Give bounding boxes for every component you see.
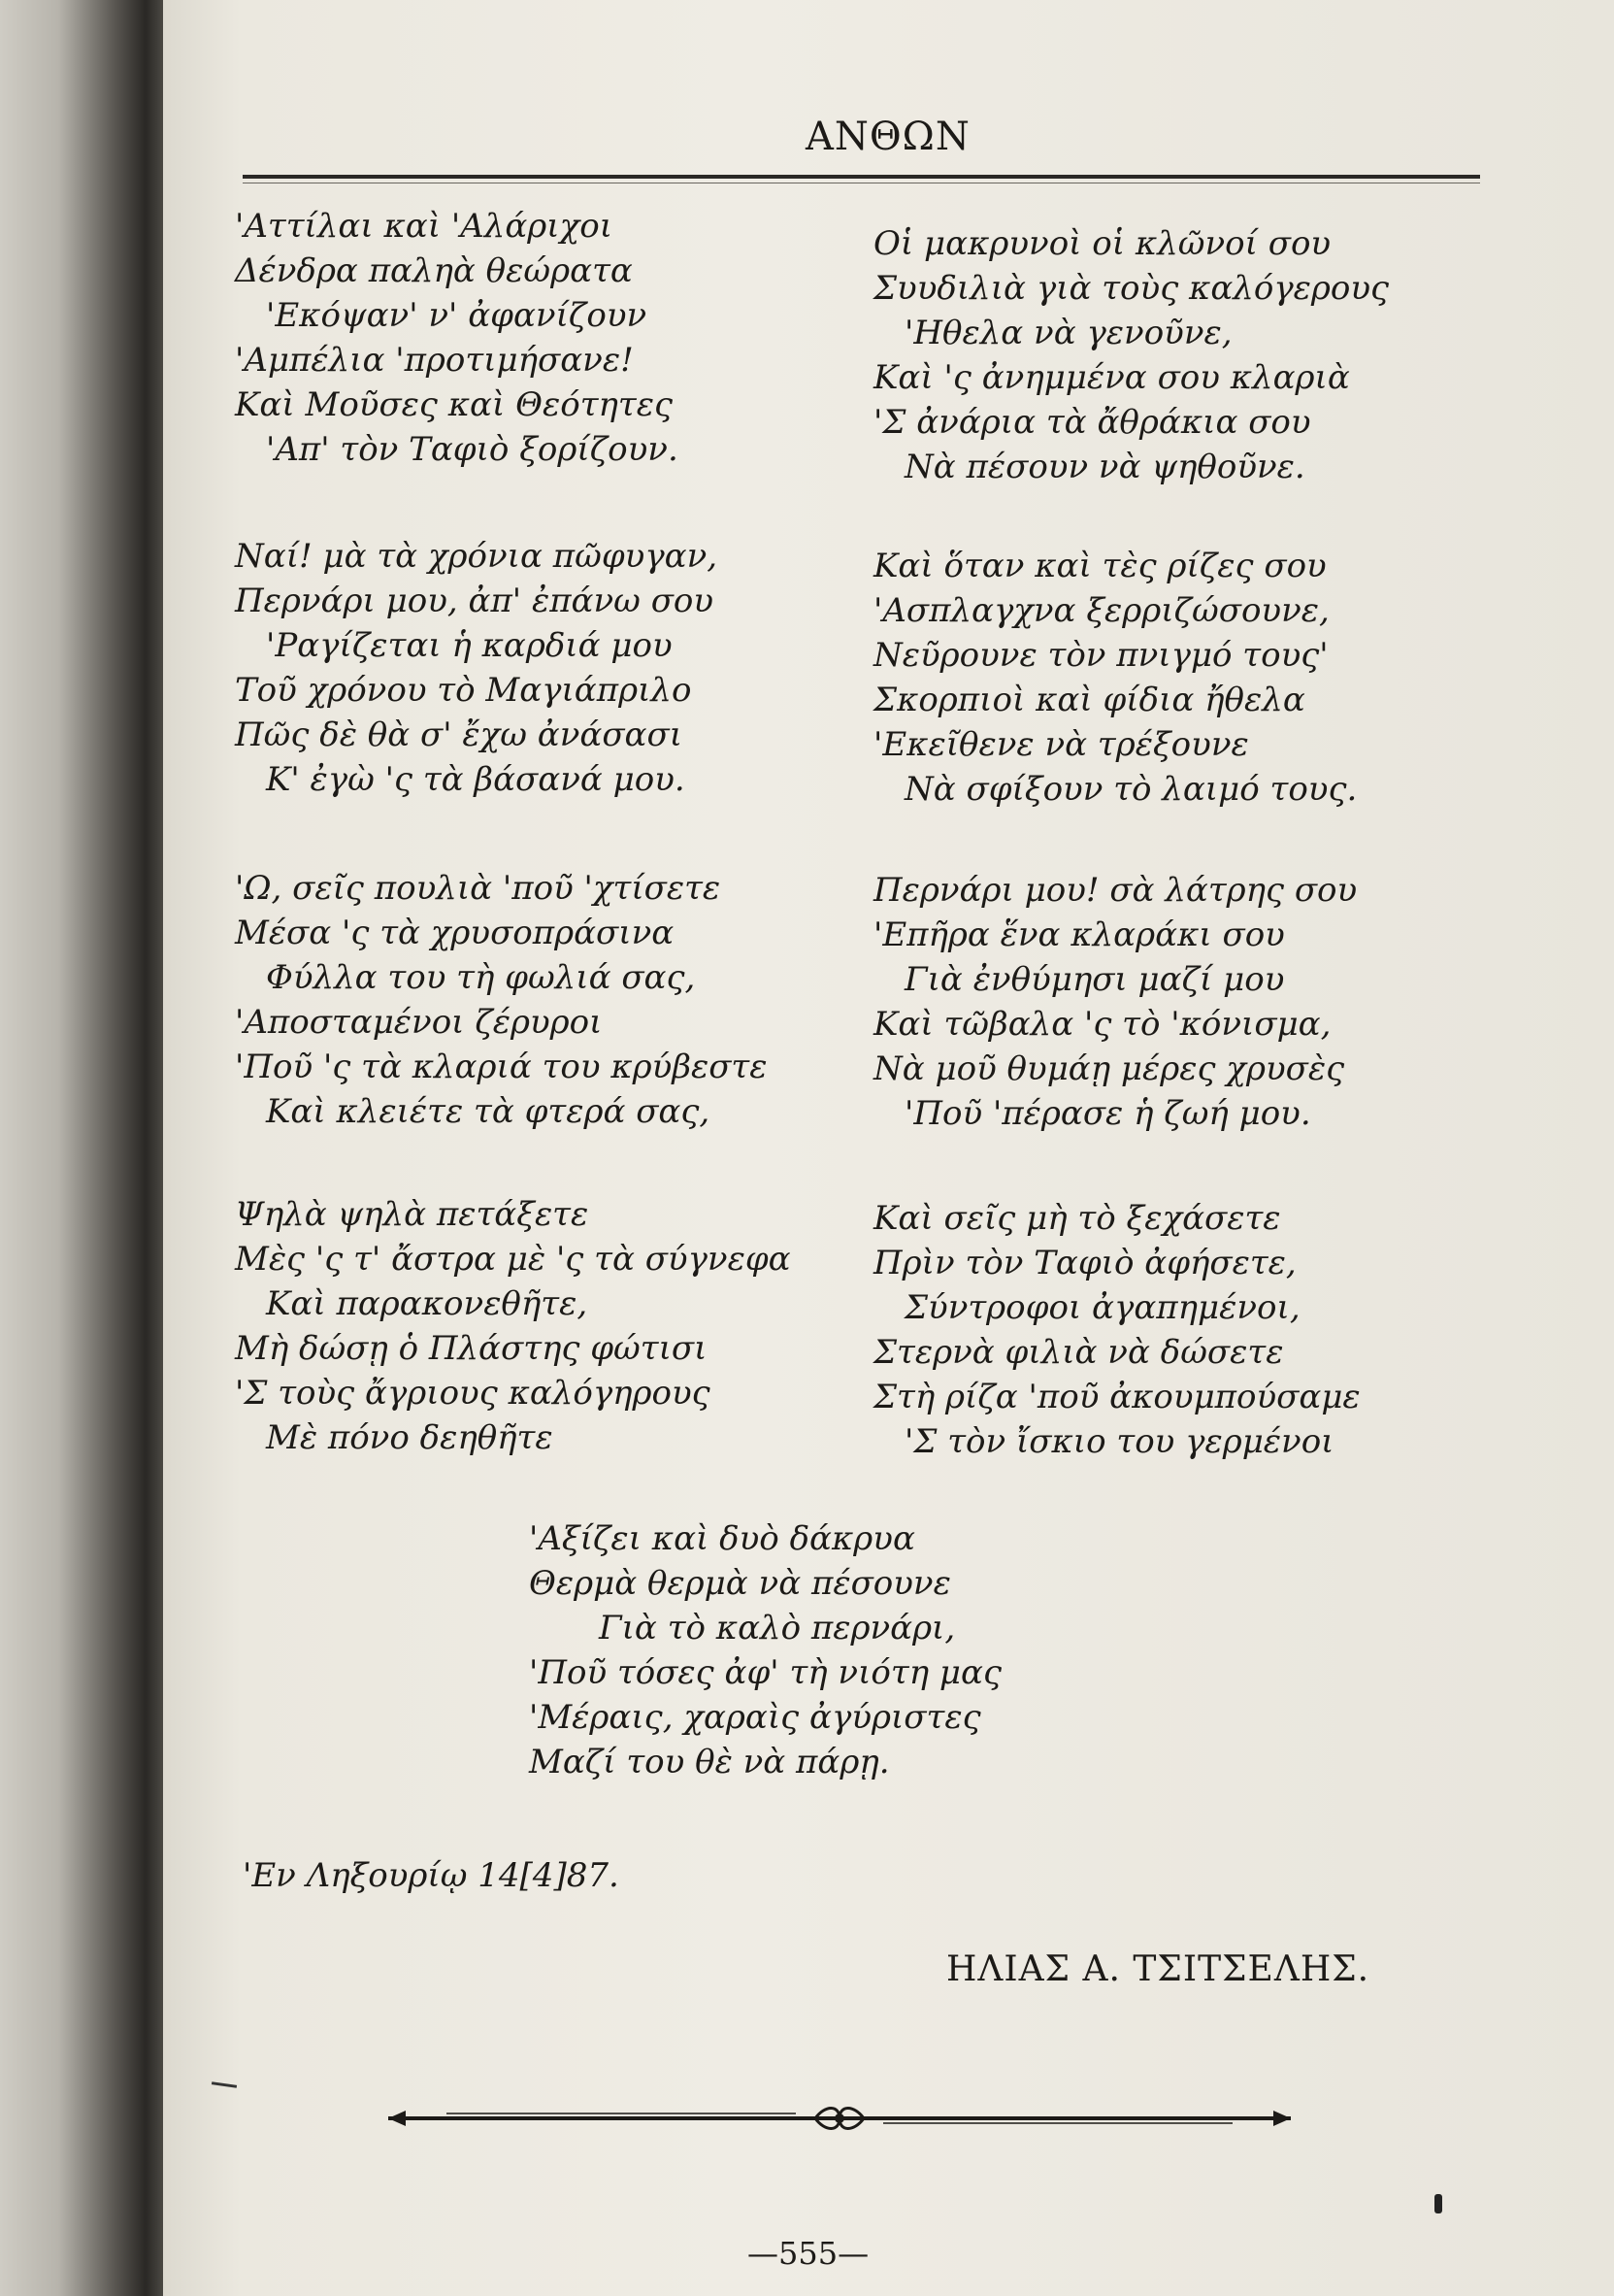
verse-line: Νὰ σφίξουν τὸ λαιμό τους. <box>905 770 1358 809</box>
verse-line: Γιὰ τὸ καλὸ περνάρι, <box>599 1609 956 1647</box>
verse-line: Καὶ 'ς ἀνημμένα σου κλαριὰ <box>873 358 1350 397</box>
verse-line: 'Ασπλαγχνα ξερριζώσουνε, <box>873 591 1330 630</box>
verse-line: Μέσα 'ς τὰ χρυσοπράσινα <box>235 914 675 952</box>
verse-line: Νὰ μοῦ θυμάῃ μέρες χρυσὲς <box>873 1049 1345 1088</box>
verse-line: Καὶ σεῖς μὴ τὸ ξεχάσετε <box>873 1199 1281 1238</box>
verse-line: Στερνὰ φιλιὰ νὰ δώσετε <box>873 1333 1284 1372</box>
verse-line: 'Αποσταμένοι ζέρυροι <box>235 1003 603 1042</box>
verse-line: Καὶ κλειέτε τὰ φτερά σας, <box>266 1092 710 1131</box>
right-stanza-1 <box>873 221 1417 489</box>
verse-line: 'Αξίζει καὶ δυὸ δάκρυα <box>529 1519 915 1558</box>
verse-line: Κ' ἐγὼ 'ς τὰ βάσανά μου. <box>266 760 685 799</box>
verse-line: Οἱ μακρυνοὶ οἱ κλῶνοί σου <box>873 224 1332 263</box>
verse-line: Ψηλὰ ψηλὰ πετάξετε <box>235 1195 589 1234</box>
verse-line: Μὲ πόνο δεηθῆτε <box>266 1418 553 1457</box>
left-stanza-2 <box>235 534 778 802</box>
verse-line: Μὲς 'ς τ' ἄστρα μὲ 'ς τὰ σύγνεφα <box>235 1240 791 1279</box>
ink-mark <box>1434 2194 1442 2213</box>
verse-line: 'Ποῦ 'πέρασε ἡ ζωή μου. <box>905 1094 1311 1133</box>
verse-line: 'Σ ἀνάρια τὰ ἄθράκια σου <box>873 403 1311 442</box>
verse-line: 'Επῆρα ἕνα κλαράκι σου <box>873 915 1285 954</box>
verse-line: 'Απ' τὸν Ταφιὸ ξορίζουν. <box>266 430 678 469</box>
author-signature: ΗΛΙΑΣ Α. ΤΣΙΤΣΕΛΗΣ. <box>946 1949 1370 1989</box>
page-number: —555— <box>747 2235 870 2272</box>
verse-line: 'Εκεῖθενε νὰ τρέξουνε <box>873 725 1249 764</box>
right-stanza-2 <box>873 544 1417 812</box>
place-date-line: 'Εν Ληξουρίῳ 14[4]87. <box>243 1856 619 1895</box>
verse-line: 'Ραγίζεται ἡ καρδιά μου <box>266 626 673 665</box>
verse-line: 'Ποῦ τόσες ἀφ' τὴ νιότη μας <box>529 1653 1002 1692</box>
verse-line: 'Σ τοὺς ἄγριους καλόγηρους <box>235 1374 710 1413</box>
verse-line: Πρὶν τὸν Ταφιὸ ἀφήσετε, <box>873 1244 1297 1282</box>
verse-line: 'Μέραις, χαραὶς ἀγύριστες <box>529 1698 981 1737</box>
ornamental-divider <box>388 2097 1291 2140</box>
verse-line: Στὴ ρίζα 'ποῦ ἀκουμπούσαμε <box>873 1378 1361 1416</box>
verse-line: Νεῦρουνε τὸν πνιγμό τους' <box>873 636 1329 675</box>
right-stanza-4 <box>873 1196 1417 1464</box>
verse-line: 'Ω, σεῖς πουλιὰ 'ποῦ 'χτίσετε <box>235 869 721 908</box>
verse-line: 'Σ τὸν ἴσκιο του γερμένοι <box>905 1422 1334 1461</box>
verse-line: Καὶ ὅταν καὶ τὲς ρίζες σου <box>873 547 1327 585</box>
book-spine-shadow <box>0 0 163 2296</box>
left-stanza-4 <box>235 1192 791 1460</box>
verse-line: 'Ποῦ 'ς τὰ κλαριά του κρύβεστε <box>235 1048 768 1086</box>
verse-line: Ναί! μὰ τὰ χρόνια πῶφυγαν, <box>235 537 718 576</box>
left-stanza-3 <box>235 866 778 1134</box>
verse-line: Σύντροφοι ἀγαπημένοι, <box>905 1288 1301 1327</box>
right-stanza-3 <box>873 868 1417 1136</box>
closing-stanza <box>529 1516 1111 1784</box>
verse-line: Φύλλα του τὴ φωλιά σας, <box>266 958 696 997</box>
verse-line: Περνάρι μου! σὰ λάτρης σου <box>873 871 1358 910</box>
verse-line: Θερμὰ θερμὰ νὰ πέσουνε <box>529 1564 951 1603</box>
verse-line: Μὴ δώσῃ ὁ Πλάστης φώτισι <box>235 1329 708 1368</box>
verse-line: 'Αμπέλια 'προτιμήσανε! <box>235 341 634 380</box>
verse-line: Καὶ παρακονεθῆτε, <box>266 1284 588 1323</box>
verse-line: 'Εκόψαν' ν' ἀφανίζουν <box>266 296 647 335</box>
verse-line: Σκορπιοὶ καὶ φίδια ἤθελα <box>873 681 1305 719</box>
verse-line: 'Ηθελα νὰ γενοῦνε, <box>905 314 1233 352</box>
verse-line: Γιὰ ἐνθύμησι μαζί μου <box>905 960 1285 999</box>
verse-line: Περνάρι μου, ἀπ' ἐπάνω σου <box>235 582 714 620</box>
verse-line: Καὶ τῶβαλα 'ς τὸ 'κόνισμα, <box>873 1005 1332 1044</box>
verse-line: Τοῦ χρόνου τὸ Μαγιάπριλο <box>235 671 692 710</box>
left-stanza-1 <box>235 204 778 472</box>
verse-line: Νὰ πέσουν νὰ ψηθοῦνε. <box>905 448 1305 486</box>
verse-line: Πῶς δὲ θὰ σ' ἔχω ἀνάσασι <box>235 715 683 754</box>
verse-line: Μαζί του θὲ νὰ πάρῃ. <box>529 1743 890 1781</box>
verse-line: 'Αττίλαι καὶ 'Αλάριχοι <box>235 207 613 246</box>
verse-line: Δένδρα παληὰ θεώρατα <box>235 251 633 290</box>
header-rule <box>243 175 1480 179</box>
verse-line: Συυδιλιὰ γιὰ τοὺς καλόγερους <box>873 269 1390 308</box>
running-header-title: ΑΝΘΩΝ <box>806 115 971 159</box>
verse-line: Καὶ Μοῦσες καὶ Θεότητες <box>235 385 674 424</box>
